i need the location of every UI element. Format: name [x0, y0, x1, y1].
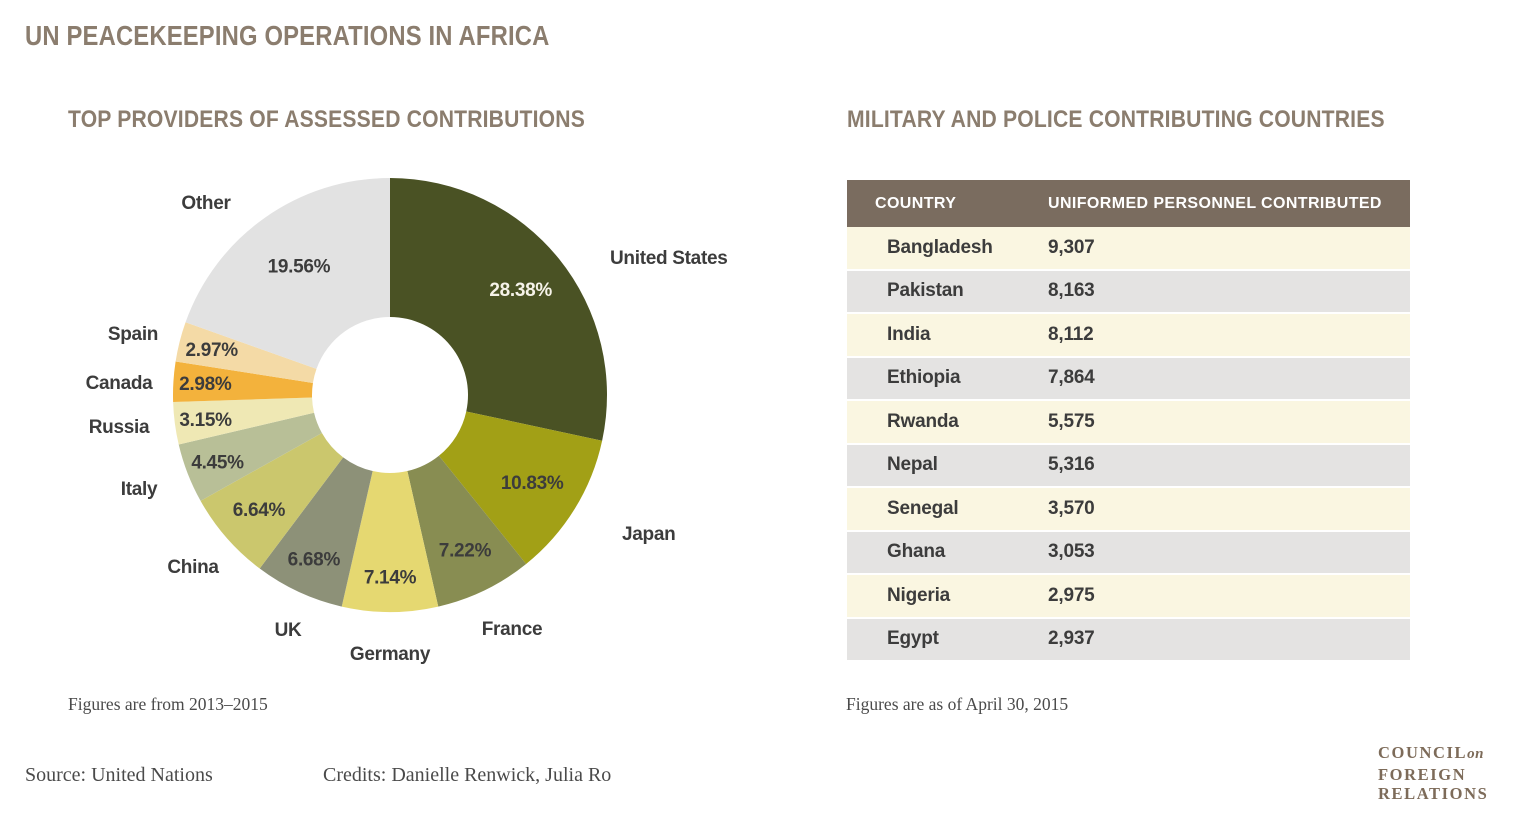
- cell-country: Nigeria: [847, 574, 1048, 618]
- column-header-personnel: UNIFORMED PERSONNEL CONTRIBUTED: [1048, 180, 1410, 227]
- pie-percent-label: 19.56%: [267, 256, 331, 278]
- pie-percent-label: 6.64%: [232, 499, 286, 521]
- donut-chart: [0, 150, 770, 695]
- cell-personnel: 5,316: [1048, 444, 1410, 488]
- logo-line-1: [1378, 743, 1488, 765]
- table-header-row: [847, 180, 1410, 227]
- pie-country-label: Germany: [349, 644, 431, 665]
- pie-percent-label: 10.83%: [500, 473, 564, 495]
- table-row: [847, 227, 1410, 270]
- cell-personnel: 3,570: [1048, 487, 1410, 531]
- logo-on-text: on: [1467, 746, 1484, 762]
- personnel-table-body: [847, 227, 1410, 661]
- table-row: [847, 531, 1410, 575]
- cell-personnel: 9,307: [1048, 227, 1410, 270]
- table-row: [847, 313, 1410, 357]
- logo-council-text: COUNCIL: [1378, 743, 1468, 762]
- pie-section-heading: [68, 106, 655, 134]
- cell-country: Senegal: [847, 487, 1048, 531]
- cell-personnel: 3,053: [1048, 531, 1410, 575]
- cell-personnel: 2,937: [1048, 618, 1410, 662]
- cell-personnel: 8,163: [1048, 270, 1410, 314]
- pie-country-label: Japan: [622, 524, 676, 545]
- pie-country-label: UK: [274, 620, 302, 641]
- footer-credits: Credits: Danielle Renwick, Julia Ro: [323, 764, 612, 786]
- table-row: [847, 270, 1410, 314]
- personnel-table: [847, 180, 1410, 662]
- table-row: [847, 357, 1410, 401]
- cell-country: Ethiopia: [847, 357, 1048, 401]
- personnel-table-container: [847, 180, 1410, 662]
- table-section-heading: [847, 106, 1458, 134]
- pie-percent-label: 2.98%: [179, 374, 232, 396]
- pie-percent-label: 28.38%: [489, 279, 553, 301]
- pie-slice-united-states: [390, 178, 607, 441]
- pie-percent-label: 4.45%: [191, 452, 244, 474]
- cell-country: Ghana: [847, 531, 1048, 575]
- pie-percent-label: 3.15%: [179, 409, 232, 431]
- cell-personnel: 7,864: [1048, 357, 1410, 401]
- table-row: [847, 400, 1410, 444]
- logo-line-2: FOREIGN: [1378, 764, 1467, 784]
- cfr-logo: [1378, 743, 1488, 804]
- cell-personnel: 2,975: [1048, 574, 1410, 618]
- table-row: [847, 444, 1410, 488]
- pie-country-label: Italy: [120, 479, 158, 500]
- cell-country: Egypt: [847, 618, 1048, 662]
- pie-percent-label: 6.68%: [287, 549, 341, 571]
- pie-percent-label: 7.22%: [438, 540, 492, 562]
- cell-personnel: 5,575: [1048, 400, 1410, 444]
- pie-footnote: Figures are from 2013–2015: [68, 694, 268, 714]
- cell-country: Rwanda: [847, 400, 1048, 444]
- pie-country-label: Russia: [88, 417, 150, 438]
- pie-country-label: France: [481, 619, 543, 640]
- pie-country-label: China: [167, 557, 219, 578]
- pie-country-label: Other: [181, 193, 231, 214]
- logo-line-3: RELATIONS: [1378, 784, 1489, 803]
- pie-country-label: United States: [610, 248, 728, 269]
- cell-personnel: 8,112: [1048, 313, 1410, 357]
- footer-source: Source: United Nations: [25, 764, 213, 786]
- pie-percent-label: 2.97%: [185, 340, 238, 362]
- table-row: [847, 618, 1410, 662]
- pie-country-label: Canada: [85, 373, 153, 394]
- pie-section-heading-text: TOP PROVIDERS OF ASSESSED CONTRIBUTIONS: [68, 106, 585, 133]
- page-title-text: UN PEACEKEEPING OPERATIONS IN AFRICA: [25, 20, 550, 51]
- table-section-heading-text: MILITARY AND POLICE CONTRIBUTING COUNTRIES: [847, 106, 1385, 133]
- page-title: [25, 20, 642, 52]
- pie-percent-label: 7.14%: [363, 567, 417, 589]
- table-row: [847, 487, 1410, 531]
- cell-country: Nepal: [847, 444, 1048, 488]
- cell-country: India: [847, 313, 1048, 357]
- table-row: [847, 574, 1410, 618]
- pie-country-label: Spain: [107, 324, 159, 345]
- cell-country: Bangladesh: [847, 227, 1048, 270]
- table-footnote: Figures are as of April 30, 2015: [846, 694, 1069, 714]
- cell-country: Pakistan: [847, 270, 1048, 314]
- column-header-country: COUNTRY: [847, 180, 1048, 227]
